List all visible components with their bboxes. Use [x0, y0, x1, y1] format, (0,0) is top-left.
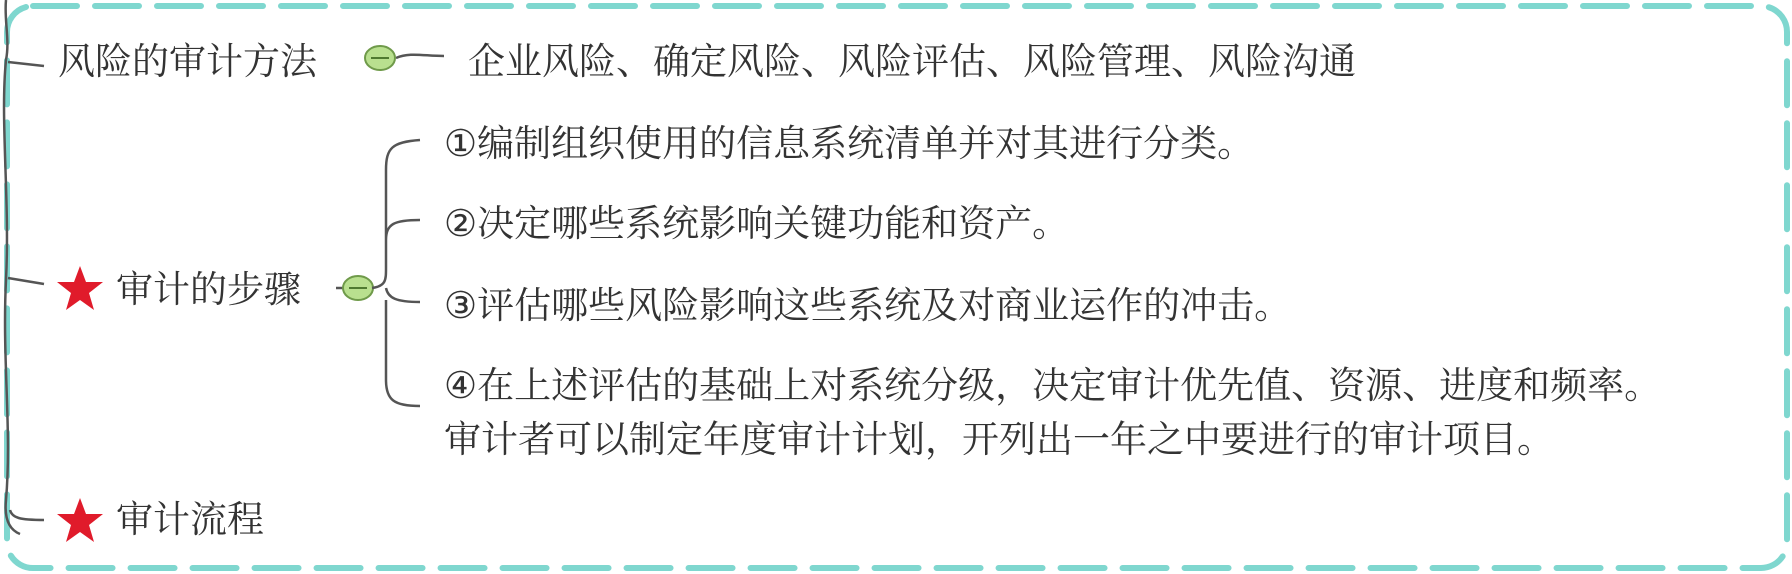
topic-methods-detail[interactable]: 企业风险、确定风险、风险评估、风险管理、风险沟通 — [468, 40, 1356, 83]
steps-bracket — [372, 140, 420, 406]
methods-minus-circle-icon[interactable] — [365, 46, 395, 70]
steps-red-star-icon — [55, 264, 105, 314]
branch-process — [10, 510, 44, 520]
branch-methods — [8, 62, 44, 66]
topic-steps-label[interactable]: 审计的步骤 — [116, 268, 301, 311]
steps-item-4-continued[interactable]: 审计者可以制定年度审计计划，开列出一年之中要进行的审计项目。 — [444, 418, 1554, 461]
steps-item-1[interactable]: ①编制组织使用的信息系统清单并对其进行分类。 — [444, 122, 1255, 165]
topic-process-label[interactable]: 审计流程 — [116, 498, 264, 541]
topic-methods-label[interactable]: 风险的审计方法 — [58, 40, 317, 83]
methods-connector — [396, 55, 444, 58]
steps-item-3[interactable]: ③评估哪些风险影响这些系统及对商业运作的冲击。 — [444, 284, 1292, 327]
process-red-star-icon — [55, 496, 105, 546]
branch-steps — [8, 278, 44, 284]
steps-item-2[interactable]: ②决定哪些系统影响关键功能和资产。 — [444, 202, 1070, 245]
steps-item-4[interactable]: ④在上述评估的基础上对系统分级，决定审计优先值、资源、进度和频率。 — [444, 364, 1662, 407]
steps-minus-circle-icon[interactable] — [343, 276, 373, 300]
